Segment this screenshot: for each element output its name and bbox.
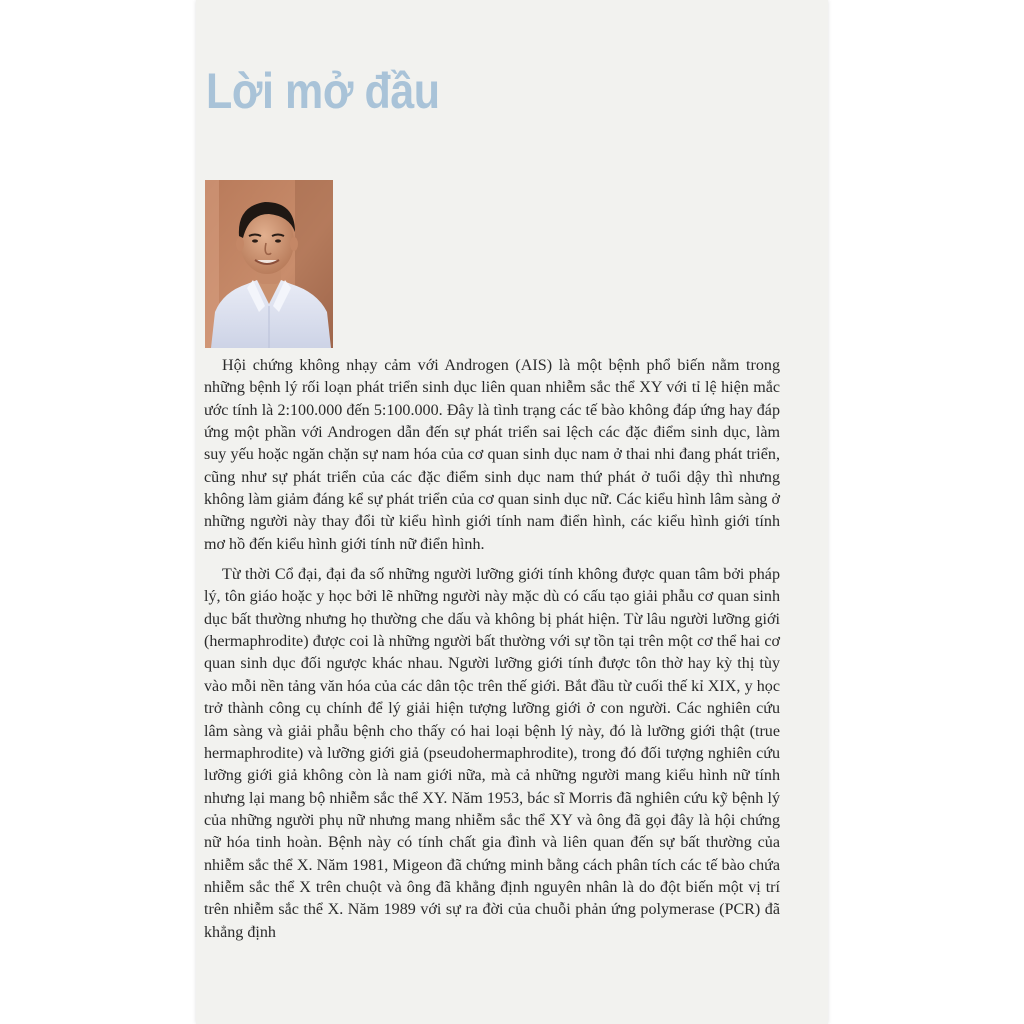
book-page — [196, 0, 828, 1024]
preface-text — [204, 355, 780, 952]
page-title: Lời mở đầu — [206, 63, 440, 119]
author-portrait-image — [205, 180, 333, 348]
paragraph-1: Hội chứng không nhạy cảm với Androgen (AIS) là một bệnh phổ biến nằm trong những bệnh lý rối loạn phát triển sinh dục liên quan nhiễm sắc thể XY với tỉ lệ hiện mắc ước tính là 2:100.000 đến 5:100.000. Đây là tình trạng các tế bào không đáp ứng hay đáp ứng một phần với Androgen dẫn đến sự phát triển sai lệch các đặc điểm sinh dục, làm suy yếu hoặc ngăn chặn sự nam hóa của cơ quan sinh dục nam ở thai nhi đang phát triển, cũng như sự phát triển của các đặc điểm sinh dục nam thứ phát ở tuổi dậy thì nhưng không làm giảm đáng kể sự phát triển của cơ quan sinh dục nữ. Các kiểu hình lâm sàng ở những người này thay đổi từ kiểu hình giới tính nam điển hình, các kiểu hình giới tính mơ hồ đến kiểu hình giới tính nữ điển hình. — [204, 357, 780, 553]
author-photo — [205, 180, 333, 348]
paragraph-2: Từ thời Cổ đại, đại đa số những người lưỡng giới tính không được quan tâm bởi pháp lý, tôn giáo hoặc y học bởi lẽ những người này mặc dù có cấu tạo giải phẫu cơ quan sinh dục bất thường nhưng họ thường che dấu và không bị phát hiện. Từ lâu người lưỡng giới (hermaphrodite) được coi là những người bất thường với sự tồn tại trên một cơ thể hai cơ quan sinh dục đối ngược khác nhau. Người lưỡng giới tính được tôn thờ hay kỳ thị tùy vào mỗi nền tảng văn hóa của các dân tộc trên thế giới. Bắt đầu từ cuối thế kỉ XIX, y học trở thành công cụ chính để lý giải hiện tượng lưỡng giới ở con người. Các nghiên cứu lâm sàng và giải phẫu bệnh cho thấy có hai loại bệnh lý này, đó là lưỡng giới thật (true hermaphrodite) và lưỡng giới giả (pseudohermaphrodite), trong đó đối tượng nghiên cứu lưỡng giới giả không còn là nam giới nữa, mà cả những người mang kiểu hình nữ tính nhưng lại mang bộ nhiễm sắc thể XY. Năm 1953, bác sĩ Morris đã nghiên cứu kỹ bệnh lý của những người phụ nữ nhưng mang nhiễm sắc thể XY và ông đã gọi đây là hội chứng nữ hóa tinh hoàn. Bệnh này có tính chất gia đình và liên quan đến sự bất thường của nhiễm sắc thể X. Năm 1981, Migeon đã chứng minh bằng cách phân tích các tế bào chứa nhiễm sắc thể X trên chuột và ông đã khẳng định nguyên nhân là do đột biến một vị trí trên nhiễm sắc thể X. Năm 1989 với sự ra đời của chuỗi phản ứng polymerase (PCR) đã khẳng định — [204, 566, 780, 941]
